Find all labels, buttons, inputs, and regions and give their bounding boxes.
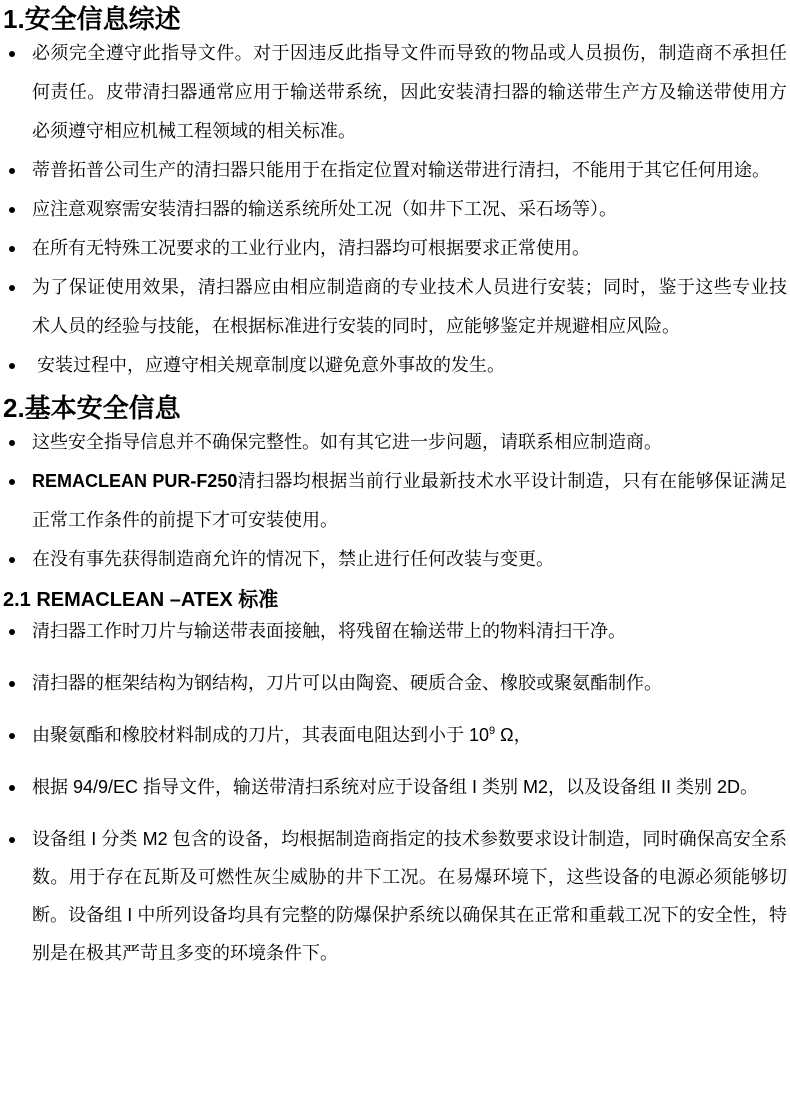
text-run: 由聚氨酯和橡胶材料制成的刀片，其表面电阻达到小于 10 xyxy=(32,725,490,745)
superscript-run: 9 xyxy=(489,725,496,737)
section-2-heading: 2.基本安全信息 xyxy=(3,393,181,423)
bullet-item xyxy=(3,423,787,462)
text-run: 安装过程中，应遵守相关规章制度以避免意外事故的发生。 xyxy=(32,355,505,375)
bold-text-run: REMACLEAN PUR-F250 xyxy=(32,471,238,491)
text-run: 清扫器均根据当前行业最新技术水平设计制造，只有在能够保证满足正常工作条件的前提下才可安装使用。 xyxy=(32,471,788,530)
text-run: 为了保证使用效果，清扫器应由相应制造商的专业技术人员进行安装；同时，鉴于这些专业技术人员的经验与技能，在根据标准进行安装的同时，应能够鉴定并规避相应风险。 xyxy=(32,277,787,336)
section-2-1-heading: 2.1 REMACLEAN –ATEX 标准 xyxy=(3,589,279,611)
bullet-item xyxy=(3,664,787,702)
section-1-heading: 1.安全信息综述 xyxy=(3,4,181,34)
bullet-item xyxy=(3,612,787,650)
text-run: 在所有无特殊工况要求的工业行业内，清扫器均可根据要求正常使用。 xyxy=(32,238,590,258)
section-2-bullet-list xyxy=(3,423,787,579)
bullet-item xyxy=(3,268,787,346)
bullet-item xyxy=(3,820,787,972)
bullet-item xyxy=(3,768,787,806)
text-run: 设备组 I 分类 M2 包含的设备，均根据制造商指定的技术参数要求设计制造，同时确保高安全系数。用于存在瓦斯及可燃性灰尘威胁的井下工况。在易爆环境下，这些设备的电源必须能够切断。设备组 I 中所列设备均具有完整的防爆保护系统以确保其在正常和重载工况下的安全性，特别是在极其严苛且多变的环境条件下。 xyxy=(32,829,787,963)
text-run: 应注意观察需安装清扫器的输送系统所处工况（如井下工况、采石场等）。 xyxy=(32,199,617,219)
bullet-item xyxy=(3,229,787,268)
text-run: Ω， xyxy=(495,725,532,745)
text-run: 清扫器的框架结构为钢结构，刀片可以由陶瓷、硬质合金、橡胶或聚氨酯制作。 xyxy=(32,673,662,693)
bullet-item xyxy=(3,34,787,151)
text-run: 根据 94/9/EC 指导文件，输送带清扫系统对应于设备组 I 类别 M2，以及设备组 II 类别 2D。 xyxy=(32,777,759,797)
section-2-1-bullet-list xyxy=(3,612,787,972)
bullet-item xyxy=(3,462,787,540)
bullet-item xyxy=(3,190,787,229)
text-run: 在没有事先获得制造商允许的情况下，禁止进行任何改装与变更。 xyxy=(32,549,554,569)
bullet-item xyxy=(3,540,787,579)
bullet-item xyxy=(3,716,787,754)
bullet-item xyxy=(3,151,787,190)
text-run: 必须完全遵守此指导文件。对于因违反此指导文件而导致的物品或人员损伤，制造商不承担任何责任。皮带清扫器通常应用于输送带系统，因此安装清扫器的输送带生产方及输送带使用方必须遵守相应机械工程领域的相关标准。 xyxy=(32,43,787,141)
text-run: 这些安全指导信息并不确保完整性。如有其它进一步问题，请联系相应制造商。 xyxy=(32,432,662,452)
text-run: 清扫器工作时刀片与输送带表面接触，将残留在输送带上的物料清扫干净。 xyxy=(32,621,626,641)
text-run: 蒂普拓普公司生产的清扫器只能用于在指定位置对输送带进行清扫，不能用于其它任何用途。 xyxy=(32,160,770,180)
bullet-item xyxy=(3,346,787,385)
section-1-bullet-list xyxy=(3,34,787,385)
